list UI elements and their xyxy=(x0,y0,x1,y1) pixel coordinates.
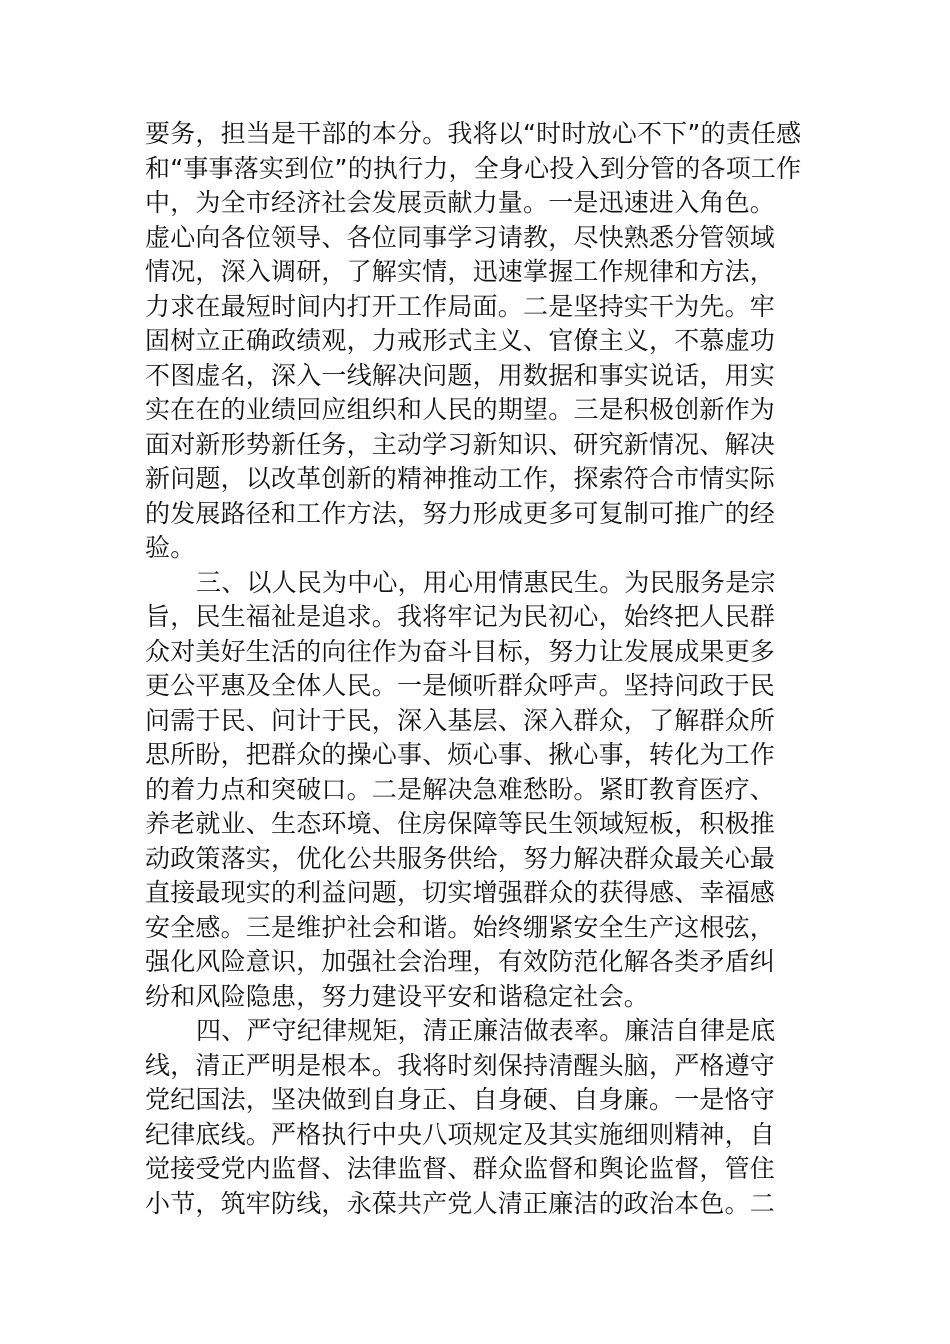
text-line: 的着力点和突破口。二是解决急难愁盼。紧盯教育医疗、 xyxy=(145,774,776,804)
text-line: 线，清正严明是根本。我将时刻保持清醒头脑，严格遵守 xyxy=(145,1050,776,1080)
text-line: 不图虚名，深入一线解决问题，用数据和事实说话，用实 xyxy=(145,360,776,390)
text-line: 纪律底线。严格执行中央八项规定及其实施细则精神，自 xyxy=(145,1119,776,1149)
text-line: 中，为全市经济社会发展贡献力量。一是迅速进入角色。 xyxy=(145,188,776,217)
text-line: 纷和风险隐患，努力建设平安和谐稳定社会。 xyxy=(145,981,650,1011)
text-line: 新问题，以改革创新的精神推动工作，探索符合市情实际 xyxy=(145,464,776,493)
text-line: 力求在最短时间内打开工作局面。二是坚持实干为先。牢 xyxy=(145,291,776,321)
text-line: 众对美好生活的向往作为奋斗目标，努力让发展成果更多 xyxy=(145,636,776,666)
text-line: 小节，筑牢防线，永葆共产党人清正廉洁的政治本色。二 xyxy=(145,1188,776,1218)
section-heading-line: 四、严守纪律规矩，清正廉洁做表率。廉洁自律是底 xyxy=(196,1016,776,1045)
text-line: 思所盼，把群众的操心事、烦心事、揪心事，转化为工作 xyxy=(145,740,776,769)
text-line: 实在在的业绩回应组织和人民的期望。三是积极创新作为 xyxy=(145,395,776,424)
text-line: 更公平惠及全体人民。一是倾听群众呼声。坚持问政于民 xyxy=(145,671,776,700)
text-line: 直接最现实的利益问题，切实增强群众的获得感、幸福感 xyxy=(145,878,776,907)
text-line: 党纪国法，坚决做到自身正、自身硬、自身廉。一是恪守 xyxy=(145,1085,776,1114)
text-line: 动政策落实，优化公共服务供给，努力解决群众最关心最 xyxy=(145,843,776,873)
text-line: 强化风险意识，加强社会治理，有效防范化解各类矛盾纠 xyxy=(145,947,776,976)
text-line: 安全感。三是维护社会和谐。始终绷紧安全生产这根弦， xyxy=(145,912,776,942)
text-line: 固树立正确政绩观，力戒形式主义、官僚主义，不慕虚功 xyxy=(145,326,776,355)
text-line: 面对新形势新任务，主动学习新知识、研究新情况、解决 xyxy=(145,429,776,459)
text-line: 和“事事落实到位”的执行力，全身心投入到分管的各项工作 xyxy=(145,153,802,183)
text-line: 觉接受党内监督、法律监督、群众监督和舆论监督，管住 xyxy=(145,1154,776,1183)
text-line: 要务，担当是干部的本分。我将以“时时放心不下”的责任感 xyxy=(145,119,802,148)
text-line: 虚心向各位领导、各位同事学习请教，尽快熟悉分管领域 xyxy=(145,222,776,252)
section-heading-line: 三、以人民为中心，用心用情惠民生。为民服务是宗 xyxy=(196,567,776,597)
text-line: 情况，深入调研，了解实情，迅速掌握工作规律和方法， xyxy=(145,257,776,286)
text-line: 养老就业、生态环境、住房保障等民生领域短板，积极推 xyxy=(145,809,776,838)
document-body xyxy=(145,117,807,1221)
text-line: 的发展路径和工作方法，努力形成更多可复制可推广的经 xyxy=(145,498,776,528)
text-line: 验。 xyxy=(145,533,196,562)
text-line: 问需于民、问计于民，深入基层、深入群众，了解群众所 xyxy=(145,705,776,735)
text-line: 旨，民生福祉是追求。我将牢记为民初心，始终把人民群 xyxy=(145,602,776,631)
